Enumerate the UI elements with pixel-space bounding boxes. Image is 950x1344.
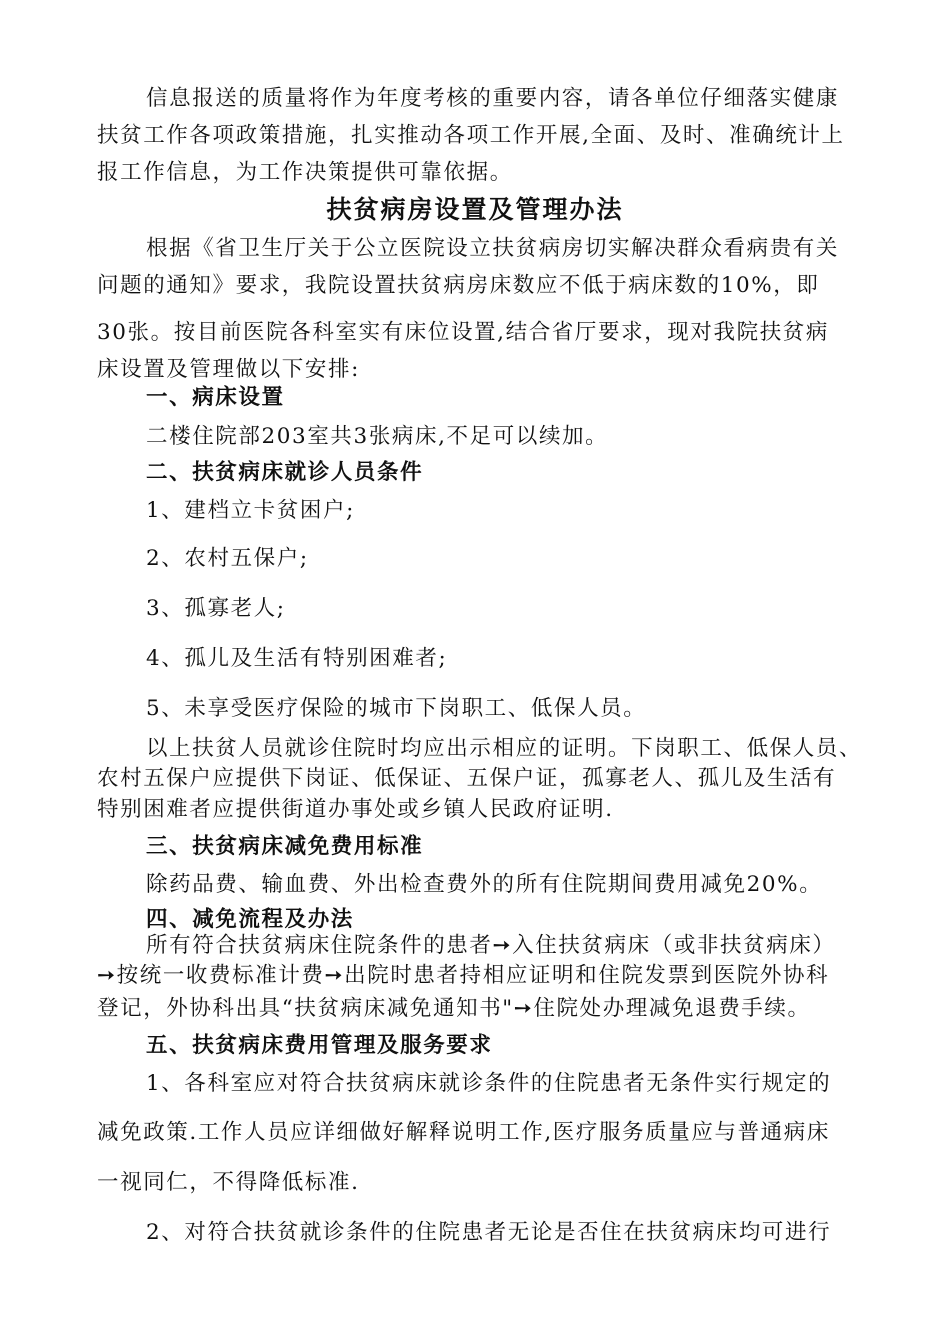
section5-item1-line-2: 减免政策.工作人员应详细做好解释说明工作,医疗服务质量应与普通病床 [97,1120,830,1145]
section2-note-line-3: 特别困难者应提供街道办事处或乡镇人民政府证明. [97,797,614,822]
list-item: 1、建档立卡贫困户; [146,498,355,523]
section5-heading: 五、扶贫病床费用管理及服务要求 [146,1033,493,1058]
document-title: 扶贫病房设置及管理办法 [326,195,624,224]
section2-note-line-2: 农村五保户应提供下岗证、低保证、五保户证，孤寡老人、孤儿及生活有 [97,766,837,791]
list-item: 5、未享受医疗保险的城市下岗职工、低保人员。 [146,696,647,721]
para1-line-3: 30张。按目前医院各科室实有床位设置,结合省厅要求，现对我院扶贫病 [97,320,829,345]
para1-line-1: 根据《省卫生厅关于公立医院设立扶贫病房切实解决群众看病贵有关 [146,236,840,261]
section4-line-2: ➙按统一收费标准计费➙出院时患者持相应证明和住院发票到医院外协科 [97,963,830,988]
section3-heading: 三、扶贫病床减免费用标准 [146,834,424,859]
list-item: 3、孤寡老人; [146,596,286,621]
list-item: 2、农村五保户; [146,546,309,571]
para1-line-4: 床设置及管理做以下安排: [97,357,360,382]
section1-text: 二楼住院部203室共3张病床,不足可以续加。 [146,424,609,449]
section2-heading: 二、扶贫病床就诊人员条件 [146,460,424,485]
section5-item1-line-1: 1、各科室应对符合扶贫病床就诊条件的住院患者无条件实行规定的 [146,1071,832,1096]
section2-note-line-1: 以上扶贫人员就诊住院时均应出示相应的证明。下岗职工、低保人员、 [146,736,863,761]
intro-line-1: 信息报送的质量将作为年度考核的重要内容，请各单位仔细落实健康 [146,86,840,111]
section4-line-3: 登记，外协科出具“扶贫病床减免通知书"➙住院处办理减免退费手续。 [97,996,811,1021]
section5-item1-line-3: 一视同仁，不得降低标准. [97,1170,360,1195]
section5-item2-line-1: 2、对符合扶贫就诊条件的住院患者无论是否住在扶贫病床均可进行 [146,1220,832,1245]
section4-heading: 四、减免流程及办法 [146,907,354,932]
section1-heading: 一、病床设置 [146,385,285,410]
list-item: 4、孤儿及生活有特别困难者; [146,646,448,671]
section3-text: 除药品费、输血费、外出检查费外的所有住院期间费用减免20%。 [146,872,823,897]
intro-line-3: 报工作信息，为工作决策提供可靠依据。 [97,160,513,185]
intro-line-2: 扶贫工作各项政策措施，扎实推动各项工作开展,全面、及时、准确统计上 [97,123,845,148]
para1-line-2: 问题的通知》要求，我院设置扶贫病房床数应不低于病床数的10%，即 [97,273,820,298]
section4-line-1: 所有符合扶贫病床住院条件的患者➙入住扶贫病床（或非扶贫病床） [146,933,836,958]
